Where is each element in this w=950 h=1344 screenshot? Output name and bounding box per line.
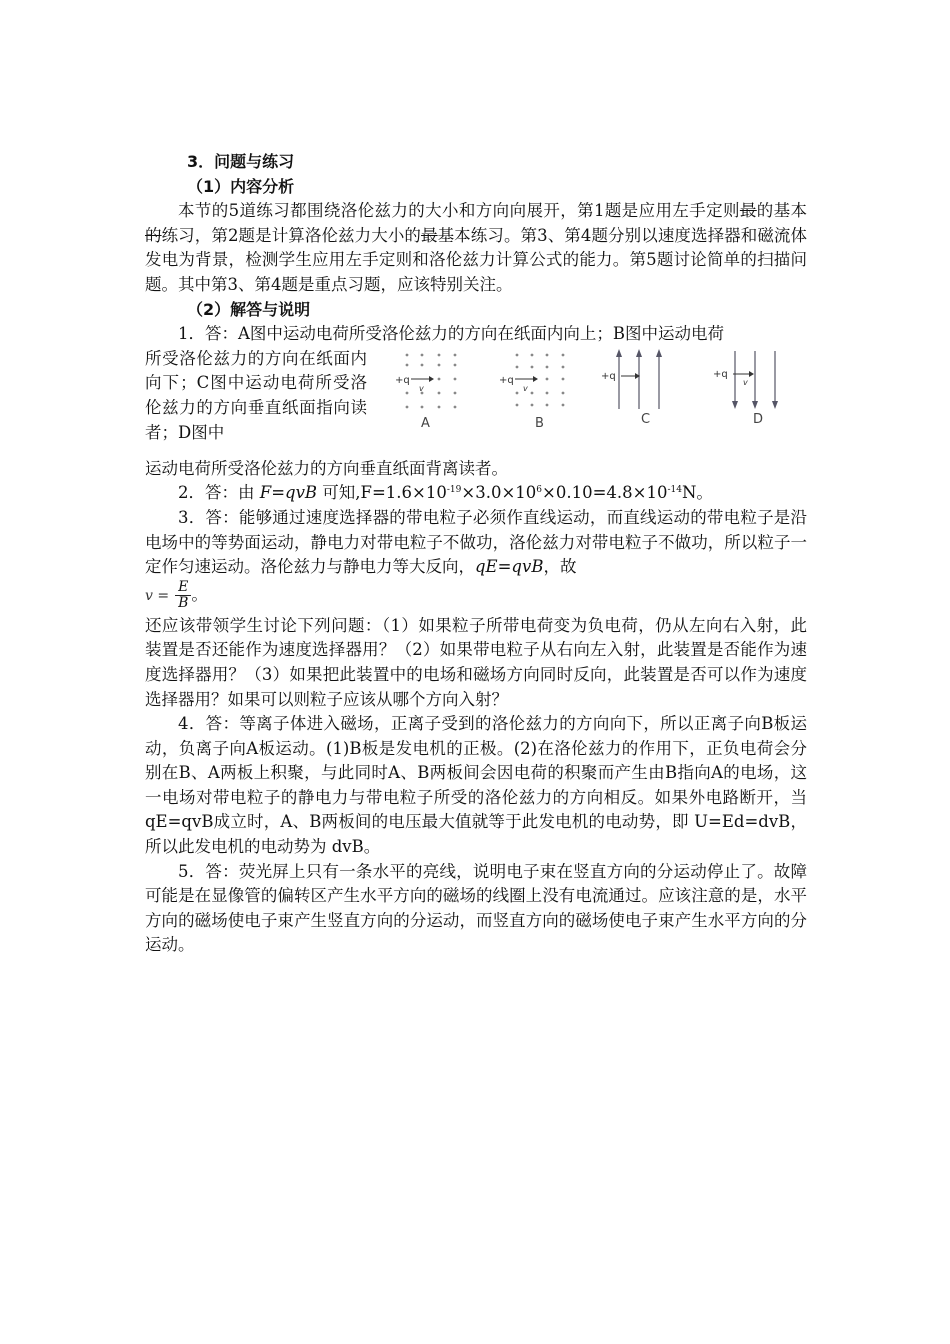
- subheading-analysis: （1）内容分析: [187, 176, 295, 196]
- answer-4: 4．答：等离子体进入磁场，正离子受到的洛伦兹力的方向向下，所以正离子向B板运动，负离子向A板运动。(1)B板是发电机的正极。(2)在洛伦兹力的作用下，正负电荷会分别在B、A两板上积聚，与此同时A、B两板间会因电荷的积聚而产生由B指向A的电场，这一电场对带电粒子的静电力与带电粒子所受的洛伦兹力的方向相反。如果外电路断开，当qE=qvB成立时，A、B两板间的电压最大值就等于此发电机的电动势，即 U=Ed=dvB，所以此发电机的电动势为 dvB。: [145, 714, 807, 857]
- svg-text:v: v: [419, 383, 424, 393]
- force-direction-figure: [377, 347, 797, 457]
- panel-d-field-lines: [735, 351, 775, 405]
- answer-5: 5．答：荧光屏上只有一条水平的亮线，说明电子束在竖直方向的分运动停止了。故障可能是在显像管的偏转区产生水平方向的磁场的线圈上没有电流通过。应该注意的是，水平方向的磁场使电子束产生竖直方向的分运动，而竖直方向的磁场使电子束产生水平方向的分运动。: [145, 861, 807, 955]
- subheading-answers: （2）解答与说明: [187, 299, 311, 319]
- panel-d-charge: +q: [713, 368, 728, 380]
- answer-3-formula: v = $\frac{E}{B}$ 。: [145, 578, 208, 611]
- panel-c-charge: +q: [601, 370, 616, 382]
- answer-1-line1: 1．答：A图中运动电荷所受洛伦兹力的方向在纸面内向上；B图中运动电荷: [178, 324, 725, 344]
- panel-b-dots: [516, 353, 565, 406]
- panel-c-field-lines: [619, 353, 659, 409]
- answer-1-wrapped-text: 所受洛伦兹力的方向在纸面内向下；C图中运动电荷所受洛伦兹力的方向垂直纸面指向读者；D图中: [145, 348, 367, 442]
- panel-d-label: D: [753, 411, 764, 427]
- answer-1: [145, 322, 807, 481]
- svg-text:v: v: [523, 383, 528, 393]
- answer-1-tail: 运动电荷所受洛伦兹力的方向垂直纸面背离读者。: [145, 458, 508, 478]
- panel-a-label: A: [421, 415, 430, 431]
- panel-c-label: C: [641, 411, 651, 427]
- analysis-paragraph: 本节的5道练习都围绕洛伦兹力的大小和方向向展开，第1题是应用左手定则最的基本的练习，第2题是计算洛伦兹力大小的最基本练习。第3、第4题分别以速度选择器和磁流体发电为背景，检测学生应用左手定则和洛伦兹力计算公式的能力。第5题讨论简单的扫描问题。其中第3、第4题是重点习题，应该特别关注。: [145, 201, 808, 294]
- panel-b-label: B: [535, 415, 544, 431]
- panel-a-dots: [406, 353, 457, 408]
- section-title: 3．问题与练习: [187, 152, 295, 171]
- panel-a-charge: +q: [395, 374, 410, 386]
- answer-2: 2．答：由 F=qvB 可知$,F=1.6\times 10^{-19}\times 3.0\times 10^6\times 0.10=4.8\times 10^{-14}N$。: [178, 483, 713, 503]
- answer-3-discussion: 还应该带领学生讨论下列问题：（1）如果粒子所带电荷变为负电荷，仍从左向右入射，此装置是否还能作为速度选择器用？（2）如果带电粒子从右向左入射，此装置是否能作为速度选择器用？（3）如果把此装置中的电场和磁场方向同时反向，此装置是否可以作为速度选择器用？如果可以则粒子应该从哪个方向入射？: [145, 615, 807, 709]
- figure-svg: [377, 347, 797, 457]
- svg-text:v: v: [743, 377, 748, 387]
- panel-b-charge: +q: [499, 374, 514, 386]
- document-body: [145, 150, 807, 958]
- answer-3: 3．答：能够通过速度选择器的带电粒子必须作直线运动，而直线运动的带电粒子是沿电场中的等势面运动，静电力对带电粒子不做功，洛伦兹力对带电粒子不做功，所以粒子一定作匀速运动。洛伦兹力与静电力等大反向，qE=qvB，故: [145, 507, 807, 577]
